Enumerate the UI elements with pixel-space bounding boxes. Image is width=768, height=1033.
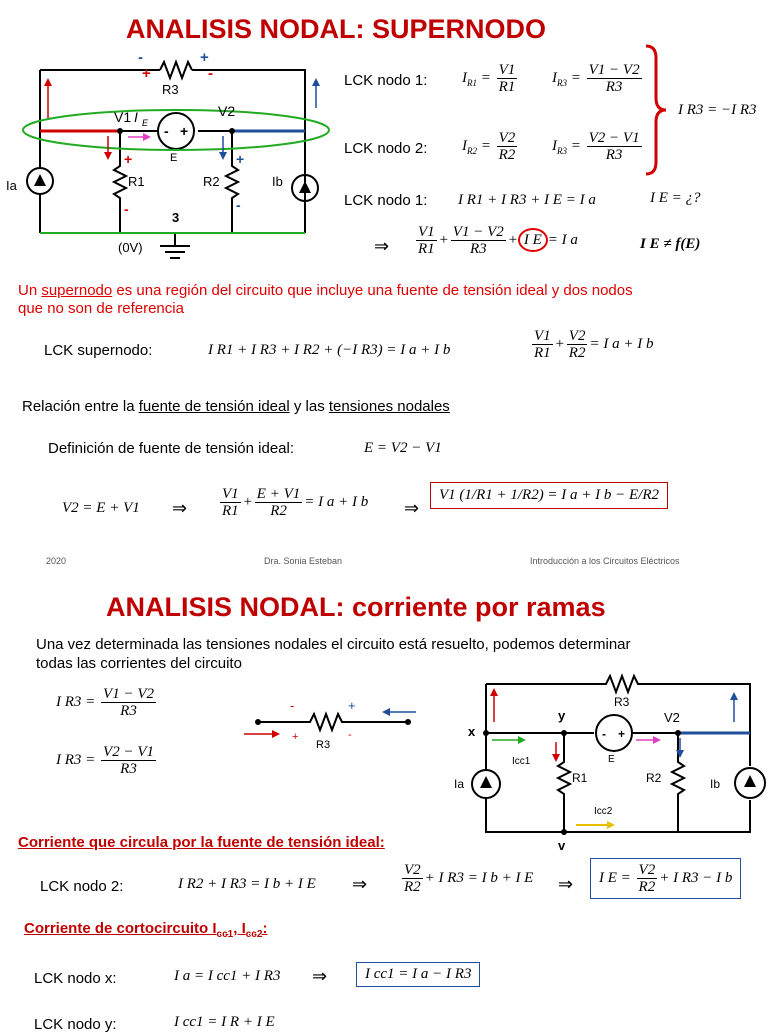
r1-minus: - <box>124 201 129 217</box>
substitution-eq: $\frac{V1}{R1}$ + $\frac{V1 - V2}{R3}$ + I E = I a <box>418 224 578 257</box>
c2-implies-3: ⇒ <box>312 966 328 986</box>
implies-arrow-2: ⇒ <box>172 498 188 518</box>
zero-volt-label: (0V) <box>118 240 143 255</box>
intro-line1: Una vez determinada las tensiones nodales el circuito está resuelto, podemos determinar <box>36 636 631 653</box>
c2-e-minus: - <box>602 727 606 741</box>
ie-sub: E <box>142 118 149 128</box>
r1-plus: + <box>124 151 133 167</box>
v2-label: V2 <box>218 103 236 119</box>
r2-minus: - <box>236 197 241 213</box>
ie-circled: I E <box>518 228 548 252</box>
e-plus: + <box>180 123 189 139</box>
c2-lckx-label: LCK nodo x: <box>34 970 117 987</box>
r3-plus-red: + <box>142 65 151 82</box>
c2-lcky-label: LCK nodo y: <box>34 1016 117 1033</box>
right-brace <box>642 44 672 176</box>
ie-not-function: I E ≠ f(E) <box>640 236 701 252</box>
node-v-label: v <box>558 838 566 853</box>
c2-v2-label: V2 <box>664 710 680 725</box>
v1-label: V1 <box>114 109 132 125</box>
branch-current-circuit <box>452 654 768 854</box>
r2-plus: + <box>236 151 245 167</box>
e-minus: - <box>164 123 169 139</box>
node-y-label: y <box>558 708 566 723</box>
definicion-eq: E = V2 − V1 <box>364 440 442 456</box>
footer-author: Dra. Sonia Esteban <box>264 556 343 566</box>
c2-lcky-eq: I cc1 = I R + I E <box>174 1014 275 1030</box>
sum-currents-eq: I R1 + I R3 + I E = I a <box>458 192 596 208</box>
slide1-title: ANALISIS NODAL: SUPERNODO <box>126 14 547 44</box>
c2-lck2-label: LCK nodo 2: <box>40 878 124 895</box>
c2-r1-label: R1 <box>572 771 588 785</box>
r3-minus-red: - <box>208 65 213 82</box>
branch-r3-label: R3 <box>316 739 331 751</box>
node-x-label: x <box>468 724 476 739</box>
lck-node1b-label: LCK nodo 1: <box>344 192 428 209</box>
c2-e-plus: + <box>618 727 626 741</box>
e-label: E <box>170 152 178 164</box>
ir3-equation-1: $I_{R3}$ = $\frac{V1 - V2}{R3}$ <box>552 62 640 95</box>
ir3-equation-2: $I_{R3}$ = $\frac{V2 - V1}{R3}$ <box>552 130 640 163</box>
supernodo-sum-eq: $\frac{V1}{R1}$ + $\frac{V2}{R2}$ = I a + I b <box>534 328 654 361</box>
lck-supernodo-eq: I R1 + I R3 + I R2 + (−I R3) = I a + I b <box>208 342 451 358</box>
lck-supernodo-label: LCK supernodo: <box>44 342 153 359</box>
final-boxed-eq: V1 (1/R1 + 1/R2) = I a + I b − E/R2 <box>430 482 668 509</box>
implies-arrow-3: ⇒ <box>404 498 420 518</box>
c2-ib-label: Ib <box>710 777 721 791</box>
branch-plus-red: + <box>292 731 299 743</box>
r1-label: R1 <box>128 174 145 189</box>
c2-lck2-sub: $\frac{V2}{R2}$ + I R3 = I b + I E <box>404 862 534 895</box>
node3-label: 3 <box>172 210 180 225</box>
r3-branch-diagram <box>236 694 426 754</box>
branch-plus: + <box>348 698 356 713</box>
ie-question: I E = ¿? <box>650 190 701 206</box>
intro-line2: todas las corrientes del circuito <box>36 655 242 672</box>
lck-node1-label: LCK nodo 1: <box>344 72 428 89</box>
branch-minus-red: - <box>348 729 352 741</box>
r3-label: R3 <box>162 82 179 97</box>
supernode-circuit-diagram <box>0 48 340 278</box>
v2-equals-eq: V2 = E + V1 <box>62 500 140 516</box>
lck-node2-label: LCK nodo 2: <box>344 140 428 157</box>
icc1-label: Icc1 <box>512 756 531 767</box>
ir1-equation: $I_{R1}$ = $\frac{V1}{R1}$ <box>462 62 516 95</box>
icc2-label: Icc2 <box>594 806 613 817</box>
r3-plus-blue: + <box>200 49 209 66</box>
slide2-title: ANALISIS NODAL: corriente por ramas <box>106 592 606 622</box>
implies-arrow-1: ⇒ <box>374 236 390 256</box>
c2-ia-label: Ia <box>454 777 465 791</box>
icc1-boxed-result: I cc1 = I a − I R3 <box>356 962 480 987</box>
ir3-branch-eq1: I R3 = $\frac{V1 - V2}{R3}$ <box>56 686 154 719</box>
ie-label: I <box>134 109 138 125</box>
c2-r3-label: R3 <box>614 695 630 709</box>
ia-label: Ia <box>6 178 17 193</box>
r2-label: R2 <box>203 174 220 189</box>
c2-implies-1: ⇒ <box>352 874 368 894</box>
ir2-equation: $I_{R2}$ = $\frac{V2}{R2}$ <box>462 130 516 163</box>
relacion-text: Relación entre la fuente de tensión ideal y las tensiones nodales <box>22 398 450 415</box>
footer-course: Introducción a los Circuitos Eléctricos <box>530 556 680 566</box>
c2-lck2-eq: I R2 + I R3 = I b + I E <box>178 876 316 892</box>
footer-year: 2020 <box>46 556 67 566</box>
ir3-branch-eq2: I R3 = $\frac{V2 - V1}{R3}$ <box>56 744 154 777</box>
ie-boxed-result: I E = $\frac{V2}{R2}$ + I R3 − I b <box>590 858 741 899</box>
c2-r2-label: R2 <box>646 771 662 785</box>
supernodo-definition: Un supernodo es una región del circuito que incluye una fuente de tensión ideal y dos nodos <box>18 282 633 299</box>
definicion-label: Definición de fuente de tensión ideal: <box>48 440 295 457</box>
supernodo-definition-line2: que no son de referencia <box>18 300 184 317</box>
cc-heading: Corriente de cortocircuito $I_{cc1}$, $I_{cc2}$: <box>24 920 268 940</box>
c2-e-label: E <box>608 754 615 765</box>
r3-minus: - <box>138 49 143 66</box>
c2-implies-2: ⇒ <box>558 874 574 894</box>
ib-label: Ib <box>272 174 283 189</box>
final-substitution-eq: $\frac{V1}{R1}$ + $\frac{E + V1}{R2}$ = I a + I b <box>222 486 369 519</box>
fuente-heading: Corriente que circula por la fuente de tensión ideal: <box>18 834 385 851</box>
brace-result: I R3 = −I R3 <box>678 102 757 118</box>
branch-minus: - <box>290 698 295 713</box>
c2-lckx-eq: I a = I cc1 + I R3 <box>174 968 281 984</box>
